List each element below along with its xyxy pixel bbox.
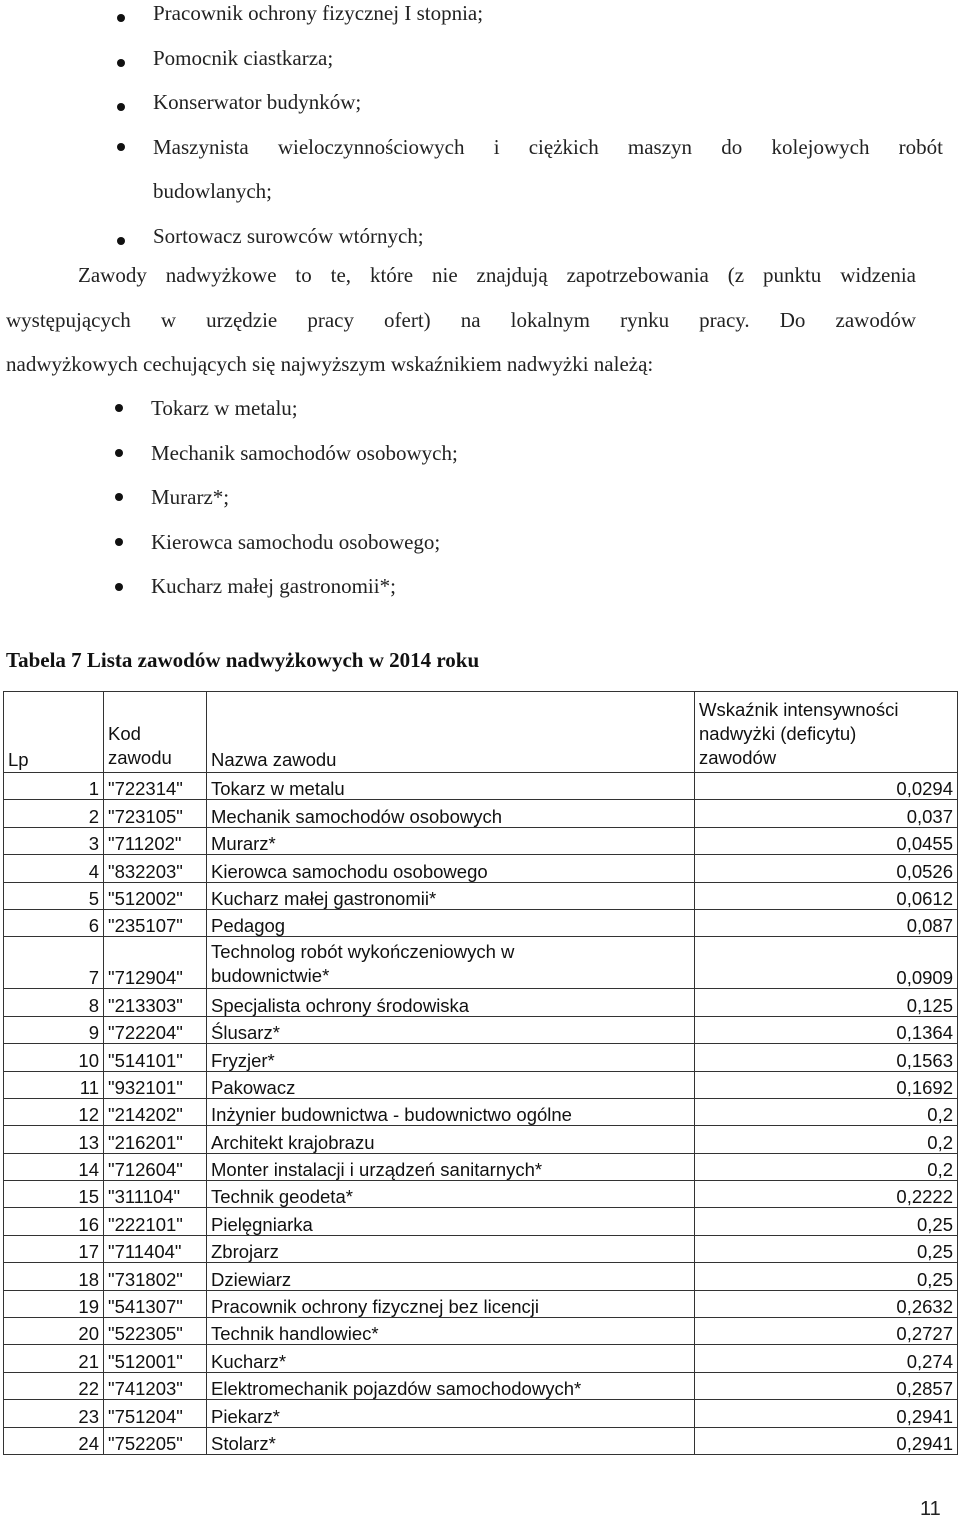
- occupations-list-top: [153, 0, 943, 267]
- list-item: Sortowacz surowców wtórnych;: [153, 223, 943, 268]
- header-name: Nazwa zawodu: [207, 692, 695, 773]
- cell-code: "213303": [104, 989, 207, 1016]
- page-number: 11: [920, 1498, 941, 1520]
- table-row: [4, 989, 958, 1016]
- cell-lp: 24: [4, 1427, 104, 1454]
- cell-code: "235107": [104, 909, 207, 936]
- cell-code: "214202": [104, 1098, 207, 1125]
- cell-code: "722314": [104, 773, 207, 800]
- cell-lp: 13: [4, 1126, 104, 1153]
- table-row: [4, 1290, 958, 1317]
- list-item: Kucharz małej gastronomii*;: [151, 568, 458, 613]
- cell-code: "711202": [104, 827, 207, 854]
- cell-value: 0,0526: [695, 855, 958, 882]
- cell-code: "216201": [104, 1126, 207, 1153]
- cell-value: 0,2: [695, 1126, 958, 1153]
- header-index-line: nadwyżki (deficytu): [699, 723, 857, 744]
- cell-value: 0,25: [695, 1263, 958, 1290]
- cell-lp: 23: [4, 1400, 104, 1427]
- table-row: [4, 800, 958, 827]
- list-item: Konserwator budynków;: [153, 89, 943, 134]
- cell-name: Pedagog: [207, 909, 695, 936]
- header-code-line: Kod: [108, 723, 141, 744]
- list-item: Pomocnik ciastkarza;: [153, 45, 943, 90]
- table-row: [4, 1235, 958, 1262]
- header-index: [695, 692, 958, 773]
- cell-value: 0,25: [695, 1208, 958, 1235]
- cell-code: "522305": [104, 1318, 207, 1345]
- cell-value: 0,2222: [695, 1181, 958, 1208]
- cell-lp: 11: [4, 1071, 104, 1098]
- cell-name-line: Technolog robót wykończeniowych w: [211, 941, 515, 963]
- table-row: [4, 1345, 958, 1372]
- cell-lp: 14: [4, 1153, 104, 1180]
- table-row: [4, 1126, 958, 1153]
- cell-code: "222101": [104, 1208, 207, 1235]
- table-row: [4, 1318, 958, 1345]
- cell-value: 0,0294: [695, 773, 958, 800]
- cell-name: Pielęgniarka: [207, 1208, 695, 1235]
- table-row: [4, 1044, 958, 1071]
- cell-value: 0,125: [695, 989, 958, 1016]
- table-caption: Tabela 7 Lista zawodów nadwyżkowych w 2014 roku: [6, 648, 480, 672]
- table-row: [4, 1263, 958, 1290]
- paragraph: [6, 253, 916, 387]
- cell-code: "712604": [104, 1153, 207, 1180]
- list-item: [153, 134, 943, 223]
- cell-name: Elektromechanik pojazdów samochodowych*: [207, 1372, 695, 1399]
- list-item: Tokarz w metalu;: [151, 390, 458, 435]
- header-lp: Lp: [4, 692, 104, 773]
- cell-lp: 8: [4, 989, 104, 1016]
- cell-value: 0,0909: [695, 937, 958, 989]
- table-row: [4, 1400, 958, 1427]
- cell-code: "311104": [104, 1181, 207, 1208]
- cell-value: 0,0612: [695, 882, 958, 909]
- cell-lp: 12: [4, 1098, 104, 1125]
- cell-lp: 22: [4, 1372, 104, 1399]
- cell-code: "541307": [104, 1290, 207, 1317]
- table-row: [4, 1071, 958, 1098]
- cell-name: Pracownik ochrony fizycznej bez licencji: [207, 1290, 695, 1317]
- cell-code: "512002": [104, 882, 207, 909]
- cell-name: Mechanik samochodów osobowych: [207, 800, 695, 827]
- cell-lp: 16: [4, 1208, 104, 1235]
- cell-lp: 1: [4, 773, 104, 800]
- cell-value: 0,2727: [695, 1318, 958, 1345]
- list-item: Murarz*;: [151, 479, 458, 524]
- table-row: [4, 909, 958, 936]
- cell-value: 0,2857: [695, 1372, 958, 1399]
- cell-lp: 4: [4, 855, 104, 882]
- table-row: [4, 1208, 958, 1235]
- cell-lp: 17: [4, 1235, 104, 1262]
- cell-lp: 18: [4, 1263, 104, 1290]
- table-row: [4, 827, 958, 854]
- paragraph-line: Zawody nadwyżkowe to te, które nie znajdują zapotrzebowania (z punktu widzenia: [78, 263, 916, 287]
- cell-lp: 2: [4, 800, 104, 827]
- cell-name: Specjalista ochrony środowiska: [207, 989, 695, 1016]
- table-row: [4, 937, 958, 989]
- cell-lp: 5: [4, 882, 104, 909]
- cell-name: Ślusarz*: [207, 1016, 695, 1043]
- cell-name: Architekt krajobrazu: [207, 1126, 695, 1153]
- list-item: Mechanik samochodów osobowych;: [151, 435, 458, 480]
- list-item-line: budowlanych;: [153, 178, 272, 203]
- cell-value: 0,2632: [695, 1290, 958, 1317]
- cell-code: "741203": [104, 1372, 207, 1399]
- surplus-occupations-list: [151, 390, 458, 613]
- table-row: [4, 855, 958, 882]
- cell-lp: 21: [4, 1345, 104, 1372]
- table-row: [4, 1427, 958, 1454]
- cell-lp: 3: [4, 827, 104, 854]
- cell-value: 0,1692: [695, 1071, 958, 1098]
- table-row: [4, 1372, 958, 1399]
- table-header-row: [4, 692, 958, 773]
- cell-name: Inżynier budownictwa - budownictwo ogólne: [207, 1098, 695, 1125]
- header-index-line: zawodów: [699, 747, 777, 768]
- cell-name: Stolarz*: [207, 1427, 695, 1454]
- list-item-line: Maszynista wieloczynnościowych i ciężkich maszyn do kolejowych robót: [153, 134, 943, 159]
- cell-name: Kucharz*: [207, 1345, 695, 1372]
- cell-code: "752205": [104, 1427, 207, 1454]
- cell-code: "723105": [104, 800, 207, 827]
- surplus-occupations-table: [3, 691, 958, 1455]
- cell-name: Zbrojarz: [207, 1235, 695, 1262]
- cell-value: 0,2: [695, 1098, 958, 1125]
- cell-name: Fryzjer*: [207, 1044, 695, 1071]
- cell-lp: 19: [4, 1290, 104, 1317]
- cell-lp: 6: [4, 909, 104, 936]
- cell-name: Murarz*: [207, 827, 695, 854]
- cell-value: 0,2941: [695, 1427, 958, 1454]
- cell-code: "711404": [104, 1235, 207, 1262]
- cell-name: Technik geodeta*: [207, 1181, 695, 1208]
- list-item: Pracownik ochrony fizycznej I stopnia;: [153, 0, 943, 45]
- cell-code: "722204": [104, 1016, 207, 1043]
- cell-name: Kierowca samochodu osobowego: [207, 855, 695, 882]
- cell-lp: 15: [4, 1181, 104, 1208]
- cell-name: [207, 937, 695, 989]
- cell-code: "832203": [104, 855, 207, 882]
- cell-value: 0,2941: [695, 1400, 958, 1427]
- table-row: [4, 1153, 958, 1180]
- cell-lp: 10: [4, 1044, 104, 1071]
- table-row: [4, 882, 958, 909]
- cell-lp: 9: [4, 1016, 104, 1043]
- cell-name: Monter instalacji i urządzeń sanitarnych*: [207, 1153, 695, 1180]
- cell-value: 0,087: [695, 909, 958, 936]
- cell-name: Pakowacz: [207, 1071, 695, 1098]
- cell-name: Technik handlowiec*: [207, 1318, 695, 1345]
- cell-code: "712904": [104, 937, 207, 989]
- cell-name: Tokarz w metalu: [207, 773, 695, 800]
- cell-name-line: budownictwie*: [211, 965, 330, 987]
- cell-value: 0,2: [695, 1153, 958, 1180]
- table-row: [4, 773, 958, 800]
- cell-value: 0,25: [695, 1235, 958, 1262]
- cell-lp: 20: [4, 1318, 104, 1345]
- header-index-line: Wskaźnik intensywności: [699, 699, 899, 720]
- cell-code: "514101": [104, 1044, 207, 1071]
- table-row: [4, 1098, 958, 1125]
- cell-value: 0,1563: [695, 1044, 958, 1071]
- cell-code: "512001": [104, 1345, 207, 1372]
- header-code-line: zawodu: [108, 747, 172, 768]
- cell-name: Kucharz małej gastronomii*: [207, 882, 695, 909]
- table-row: [4, 1016, 958, 1043]
- header-code: [104, 692, 207, 773]
- cell-name: Dziewiarz: [207, 1263, 695, 1290]
- cell-value: 0,037: [695, 800, 958, 827]
- cell-lp: 7: [4, 937, 104, 989]
- table-row: [4, 1181, 958, 1208]
- cell-name: Piekarz*: [207, 1400, 695, 1427]
- cell-code: "731802": [104, 1263, 207, 1290]
- paragraph-line: występujących w urzędzie pracy ofert) na lokalnym rynku pracy. Do zawodów: [6, 307, 916, 332]
- cell-value: 0,274: [695, 1345, 958, 1372]
- cell-value: 0,0455: [695, 827, 958, 854]
- list-item: Kierowca samochodu osobowego;: [151, 524, 458, 569]
- paragraph-line: nadwyżkowych cechujących się najwyższym wskaźnikiem nadwyżki należą:: [6, 352, 654, 377]
- cell-code: "751204": [104, 1400, 207, 1427]
- cell-code: "932101": [104, 1071, 207, 1098]
- cell-value: 0,1364: [695, 1016, 958, 1043]
